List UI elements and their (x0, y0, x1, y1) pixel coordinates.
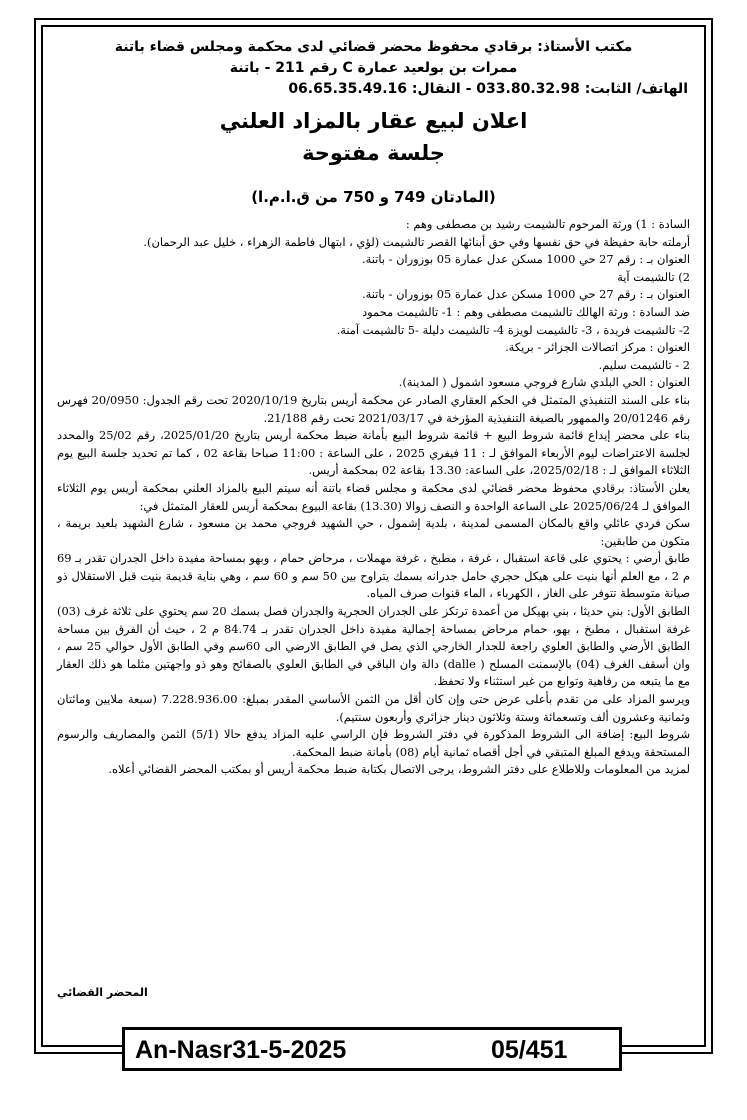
body-paragraph: العنوان : الحي البلدي شارع فروجي مسعود اشمول ( المدينة). (398, 375, 690, 390)
announcement-title: اعلان لبيع عقار بالمزاد العلني (219, 109, 528, 133)
announcement-body (57, 216, 690, 779)
body-paragraph: العنوان بـ : رقم 27 حي 1000 مسكن عدل عمارة 05 بوزوران - باتنة. (362, 252, 690, 267)
body-paragraph: شروط البيع: إضافة الى الشروط المذكورة في دفتر الشروط فإن الراسي عليه المزاد يدفع حالا (5/1) الثمن والمصاريف والرسوم المستحقة ويدفع المبلغ المتبقي في أجل أقصاه ثمانية أيام (08) بأمانة ضبط المحكمة. (57, 727, 690, 759)
body-paragraph: لمزيد من المعلومات وللاطلاع على دفتر الشروط، يرجى الاتصال بكتابة ضبط محكمة أريس أو بمكتب المحضر القضائي أعلاه. (108, 762, 690, 777)
announcement-frame (41, 25, 706, 1047)
body-paragraph: الطابق الأول: بني حديثا ، بني بهيكل من أعمدة ترتكز على الجدران الحجرية والجدران فصل بسمك 20 سم يحتوي على ثلاثة غرف (03) غرفة استقبال ، مطبخ ، بهو، حمام مرحاض بمساحة إجمالية مفيدة داخل الجدران تقدر بـ 84.74 م 2 ، حيث أن الفرق بين مساحة الطابق الأرضي والطابق العلوي راجعة للجدار الخارجي الذي يصل في الطابق الارضي الى 60سم وفي الطابق الأول حوالي 25 سم ، وان أسقف الغرف (04) بالإسمنت المسلح ( dalle) دالة وان الباقي في الطابق العلوي بالصفائح وهو ذو واجهتين مثلما هو ذلك العقار مع ما يتبعه من رفاهية وتوابع من غير استثناء ولا تحفظ. (57, 604, 691, 689)
office-header: مكتب الأستاذ: برقادي محفوظ محضر قضائي لدى محكمة ومجلس قضاء باتنة (114, 39, 633, 55)
body-paragraph: يعلن الأستاذ: برقادي محفوظ محضر قضائي لدى محكمة و مجلس قضاء باتنة أنه سيتم البيع بالمزاد العلني بمحكمة أريس يوم الثلاثاء الموافق لـ 2025/06/24 على الساعة الواحدة و النصف زوالا (13.30) بقاعة البيوع بمحكمة أريس للعقار المتمثل في: (57, 480, 690, 513)
announcement-subtitle: جلسة مفتوحة (302, 141, 445, 165)
office-address: ممرات بن بولعيد عمارة C رقم 211 - باتنة (229, 60, 518, 76)
body-paragraph: 2) تالشيمت آية (617, 269, 690, 284)
publication-date: An-Nasr31-5-2025 (135, 1036, 347, 1064)
body-paragraph: بناء على محضر إيداع قائمة شروط البيع + قائمة شروط البيع بأمانة ضبط محكمة أريس بتاريخ 2025/01/20، رقم 25/02 والمحدد لجلسة الاعتراضات ليوم الأربعاء الموافق لـ : 11 فيفري 2025 ، على الساعة : 11:00 صباحا بقاعة 02 ، كما تم تحديد جلسة البيع يوم الثلاثاء الموافق لـ : 2025/02/18، على الساعة: 13.30 بقاعة 02 بمحكمة أريس. (57, 428, 690, 478)
body-paragraph: ضد السادة : ورثة الهالك تالشيمت مصطفى وهم : 1- تالشيمت محمود (362, 304, 690, 319)
body-paragraph: طابق أرضي : يحتوي على قاعة استقبال ، غرفة ، مطبخ ، غرفة مهملات ، مرحاض حمام ، وبهو بمساحة مفيدة داخل الجدران تقدر بـ 69 م 2 ، مع العلم أنها بنيت على هيكل حجري حامل جدرانه بسمك يتراوح بين 50 سم و 60 سم ، وهي بناية قديمة بنيت قبل الاستقلال ذو صيانة متوسطة تتوفر على الغاز ، الكهرباء ، الماء قنوات صرف المياه. (57, 551, 690, 601)
publication-footer (122, 1027, 622, 1071)
publication-ref: 05/451 (491, 1036, 568, 1064)
body-paragraph: العنوان : مركز اتصالات الجزائر - بريكة. (505, 340, 690, 355)
body-paragraph: ويرسو المزاد على من تقدم بأعلى عرض حتى وإن كان أقل من الثمن الأساسي المقدر بمبلغ: 7.228.936.00 (سبعة ملايين ومائتان وثمانية وعشرون ألف وتسعمائة وستة وثلاثون دينار جزائري وأربعون سنتيم). (57, 692, 690, 724)
signature: المحضر القضائي (57, 986, 148, 999)
body-paragraph: العنوان بـ : رقم 27 حي 1000 مسكن عدل عمارة 05 بوزوران - باتنة. (362, 287, 690, 302)
body-paragraph: السادة : 1) ورثة المرحوم تالشيمت رشيد بن مصطفى وهم : (405, 217, 690, 231)
body-paragraph: بناء على السند التنفيذي المتمثل في الحكم العقاري الصادر عن محكمة أريس بتاريخ 2020/10/19 تحت رقم الجدول: 20/0950 فهرس رقم 20/01246 والممهور بالصيغة التنفيذية المؤرخة في 2021/03/17 تحت رقم 21/188. (57, 392, 690, 425)
office-phones: الهاتف/ الثابت: 033.80.32.98 - النقال: 06.65.35.49.16 (288, 81, 688, 97)
law-reference: (المادتان 749 و 750 من ق.ا.م.ا) (251, 188, 496, 206)
body-paragraph: سكن فردي عائلي واقع بالمكان المسمى لمدينة ، بلدية إشمول ، حي الشهيد فروجي محمد بن مسعود ، شارع الشهيد بلعيد بريمة ، متكون من طابقين: (57, 516, 690, 548)
body-paragraph: أرملته حابة حفيظة في حق نفسها وفي حق أبنائها القصر تالشيمت (لؤي ، ابتهال فاطمة الزهراء ، خليل عبد الرحمان). (143, 234, 690, 249)
body-paragraph: 2 - تالشيمت سليم. (598, 357, 690, 372)
body-paragraph: 2- تالشيمت فريدة ، 3- تالشيمت لويزة 4- تالشيمت دليلة -5 تالشيمت آمنة. (336, 322, 690, 337)
